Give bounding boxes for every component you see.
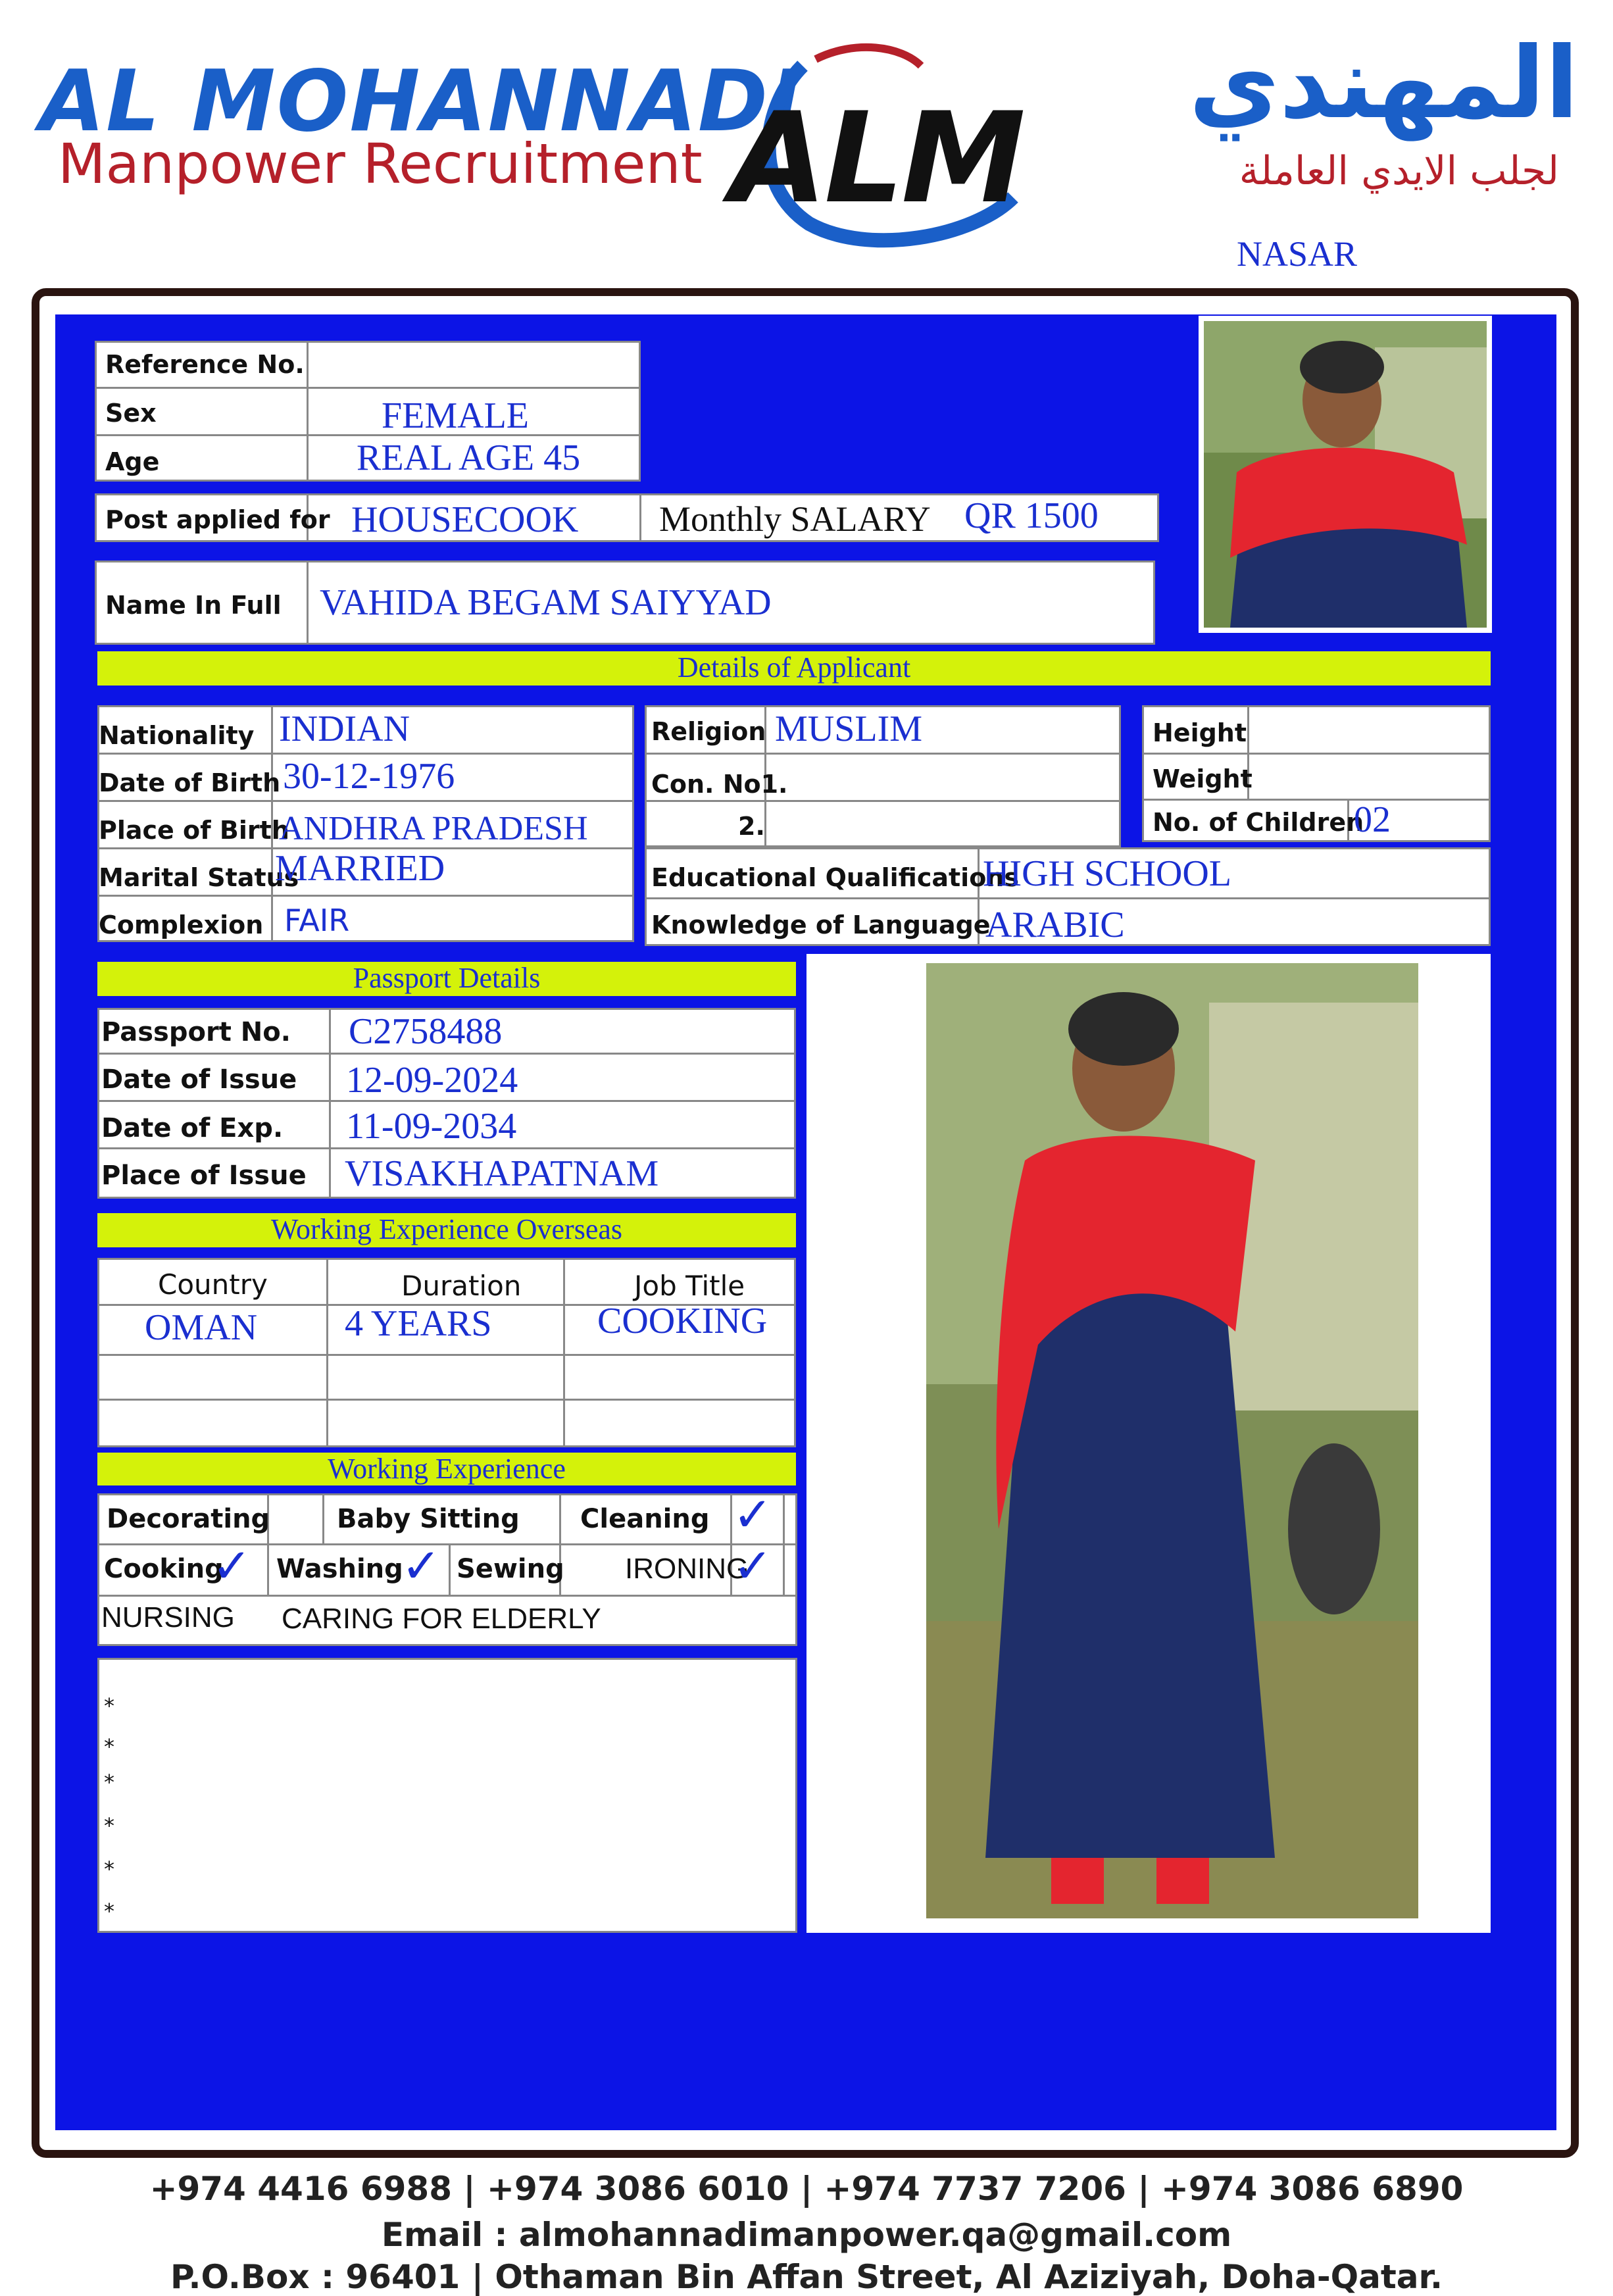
education-label: Educational Qualifications bbox=[651, 863, 1019, 892]
skill-caring-elderly: CARING FOR ELDERLY bbox=[282, 1603, 601, 1635]
footer-phones: +974 4416 6988 | +974 3086 6010 | +974 7737 7206 | +974 3086 6890 bbox=[149, 2170, 1464, 2208]
children-value: 02 bbox=[1354, 799, 1391, 840]
skill-decorating: Decorating bbox=[107, 1504, 270, 1534]
sex-label: Sex bbox=[105, 399, 157, 428]
religion-label: Religion bbox=[651, 717, 766, 746]
issue-date-label: Date of Issue bbox=[101, 1064, 297, 1095]
name-label: Name In Full bbox=[105, 591, 282, 620]
col-duration: Duration bbox=[401, 1270, 522, 1302]
washing-check-icon: ✓ bbox=[401, 1538, 441, 1593]
cv-panel-top-white bbox=[55, 307, 1556, 314]
language-label: Knowledge of Language bbox=[651, 911, 991, 939]
dob-label: Date of Birth bbox=[99, 768, 281, 797]
religion-value: MUSLIM bbox=[775, 709, 923, 749]
nationality-value: INDIAN bbox=[279, 709, 410, 749]
agent-name: NASAR bbox=[1237, 234, 1358, 274]
brand-monogram bbox=[724, 26, 1066, 250]
note-bullet: * bbox=[104, 1770, 114, 1795]
overseas-duration: 4 YEARS bbox=[345, 1303, 492, 1344]
children-label: No. of Children bbox=[1153, 808, 1364, 837]
brand-name-ar: المهندي bbox=[1189, 26, 1579, 141]
brand-subtitle-en: Manpower Recruitment bbox=[58, 132, 703, 196]
skills-header: Working Experience bbox=[97, 1453, 796, 1485]
age-value: REAL AGE 45 bbox=[357, 437, 581, 478]
pob-value: ANDHRA PRADESH bbox=[279, 810, 588, 847]
skill-washing: Washing bbox=[276, 1554, 403, 1584]
footer-address: P.O.Box : 96401 | Othaman Bin Affan Street, Al Aziziyah, Doha-Qatar. bbox=[170, 2258, 1443, 2296]
complexion-value: FAIR bbox=[284, 903, 350, 938]
skill-cooking: Cooking bbox=[104, 1554, 224, 1584]
contact-2-label: 2. bbox=[738, 812, 765, 841]
note-bullet: * bbox=[104, 1693, 114, 1718]
note-bullet: * bbox=[104, 1857, 114, 1882]
skill-nursing: NURSING bbox=[101, 1601, 235, 1634]
language-value: ARABIC bbox=[985, 905, 1125, 945]
details-header: Details of Applicant bbox=[97, 651, 1491, 686]
applicant-photo-full-body bbox=[806, 954, 1491, 1933]
brand-name-en: AL MOHANNADI bbox=[39, 53, 802, 151]
brand-monogram-text: ALM bbox=[730, 86, 1024, 231]
contact-1-label: Con. No1. bbox=[651, 770, 788, 799]
skill-baby-sitting: Baby Sitting bbox=[337, 1504, 520, 1534]
sex-value: FEMALE bbox=[382, 395, 529, 436]
overseas-header: Working Experience Overseas bbox=[97, 1213, 796, 1247]
height-label: Height bbox=[1153, 718, 1247, 747]
col-country: Country bbox=[158, 1268, 268, 1301]
cooking-check-icon: ✓ bbox=[212, 1538, 252, 1593]
salary-label: Monthly SALARY bbox=[659, 499, 931, 539]
passport-header: Passport Details bbox=[97, 962, 796, 996]
expiry-date-value: 11-09-2034 bbox=[346, 1106, 517, 1147]
col-job-title: Job Title bbox=[634, 1270, 745, 1302]
marital-label: Marital Status bbox=[99, 863, 299, 892]
weight-label: Weight bbox=[1153, 764, 1253, 793]
dob-value: 30-12-1976 bbox=[283, 756, 455, 797]
complexion-label: Complexion bbox=[99, 911, 264, 939]
note-bullet: * bbox=[104, 1813, 114, 1838]
applicant-photo-portrait bbox=[1199, 316, 1492, 633]
post-value: HOUSECOOK bbox=[351, 499, 579, 540]
notes-box bbox=[97, 1658, 797, 1933]
place-of-issue-value: VISAKHAPATNAM bbox=[345, 1153, 659, 1194]
cleaning-check-icon: ✓ bbox=[733, 1487, 773, 1542]
expiry-date-label: Date of Exp. bbox=[101, 1113, 284, 1143]
pob-label: Place of Birth bbox=[99, 816, 289, 845]
name-value: VAHIDA BEGAM SAIYYAD bbox=[320, 582, 772, 623]
issue-date-value: 12-09-2024 bbox=[346, 1060, 518, 1101]
footer-email: Email : almohannadimanpower.qa@gmail.com bbox=[381, 2216, 1232, 2254]
post-label: Post applied for bbox=[105, 505, 330, 534]
note-bullet: * bbox=[104, 1899, 114, 1924]
ironing-check-icon: ✓ bbox=[733, 1538, 773, 1593]
skill-sewing: Sewing bbox=[457, 1554, 564, 1584]
salary-value: QR 1500 bbox=[964, 495, 1099, 536]
brand-subtitle-ar: لجلب الايدي العاملة bbox=[1239, 148, 1559, 194]
passport-number-label: Passport No. bbox=[101, 1017, 291, 1047]
skill-ironing: IRONING bbox=[625, 1553, 749, 1585]
education-value: HIGH SCHOOL bbox=[983, 853, 1231, 894]
skill-cleaning: Cleaning bbox=[580, 1504, 710, 1534]
overseas-job: COOKING bbox=[597, 1301, 768, 1341]
place-of-issue-label: Place of Issue bbox=[101, 1160, 307, 1191]
logo-banner bbox=[0, 0, 1613, 276]
note-bullet: * bbox=[104, 1734, 114, 1759]
age-label: Age bbox=[105, 447, 160, 476]
marital-value: MARRIED bbox=[275, 848, 445, 889]
reference-label: Reference No. bbox=[105, 350, 305, 379]
overseas-country: OMAN bbox=[145, 1307, 258, 1348]
nationality-label: Nationality bbox=[99, 721, 255, 750]
passport-number-value: C2758488 bbox=[349, 1011, 503, 1052]
